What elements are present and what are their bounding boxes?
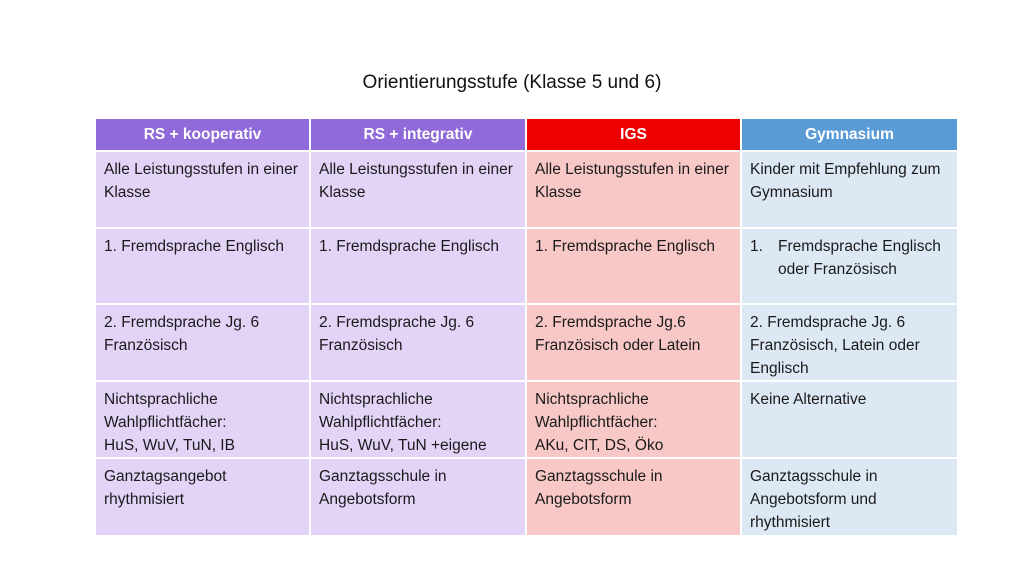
page-title: Orientierungsstufe (Klasse 5 und 6) (362, 72, 662, 93)
table-cell: 2. Fremdsprache Jg. 6 Französisch (96, 305, 311, 382)
cell-line: AKu, CIT, DS, Öko (535, 437, 664, 454)
table-cell-numbered-list (742, 229, 957, 305)
list-text: Fremdsprache Englisch oder Französisch (778, 238, 941, 278)
table-cell: Alle Leistungsstufen in einer Klasse (311, 152, 527, 229)
comparison-table (96, 119, 957, 537)
table-cell: 2. Fremdsprache Jg. 6 Französisch (311, 305, 527, 382)
cell-line: Nichtsprachliche Wahlpflichtfächer: (104, 391, 227, 431)
table-cell: Ganztagsschule in Angebotsform und rhythmisiert (742, 459, 957, 537)
list-number: 1. (750, 238, 763, 255)
table-cell: 2. Fremdsprache Jg. 6 Französisch, Latein oder Englisch (742, 305, 957, 382)
cell-line: Nichtsprachliche Wahlpflichtfächer: (319, 391, 442, 431)
header-igs: IGS (527, 119, 742, 152)
list-item (750, 235, 949, 281)
table-cell: 1. Fremdsprache Englisch (96, 229, 311, 305)
table-cell: Kinder mit Empfehlung zum Gymnasium (742, 152, 957, 229)
table-cell (96, 382, 311, 459)
header-gymnasium: Gymnasium (742, 119, 957, 152)
table-cell: Ganztagsangebot rhythmisiert (96, 459, 311, 537)
table-cell: 2. Fremdsprache Jg.6 Französisch oder Latein (527, 305, 742, 382)
table-cell: Ganztagsschule in Angebotsform (311, 459, 527, 537)
cell-line: Nichtsprachliche Wahlpflichtfächer: (535, 391, 658, 431)
table-cell: 1. Fremdsprache Englisch (527, 229, 742, 305)
table-cell (311, 382, 527, 459)
table-cell: Alle Leistungsstufen in einer Klasse (527, 152, 742, 229)
table-cell: Alle Leistungsstufen in einer Klasse (96, 152, 311, 229)
header-rs-kooperativ: RS + kooperativ (96, 119, 311, 152)
header-rs-integrativ: RS + integrativ (311, 119, 527, 152)
cell-line: HuS, WuV, TuN +eigene (319, 437, 487, 454)
table-cell: 1. Fremdsprache Englisch (311, 229, 527, 305)
cell-line: HuS, WuV, TuN, IB (104, 437, 235, 454)
table-cell (527, 382, 742, 459)
table-cell: Keine Alternative (742, 382, 957, 459)
table-cell: Ganztagsschule in Angebotsform (527, 459, 742, 537)
